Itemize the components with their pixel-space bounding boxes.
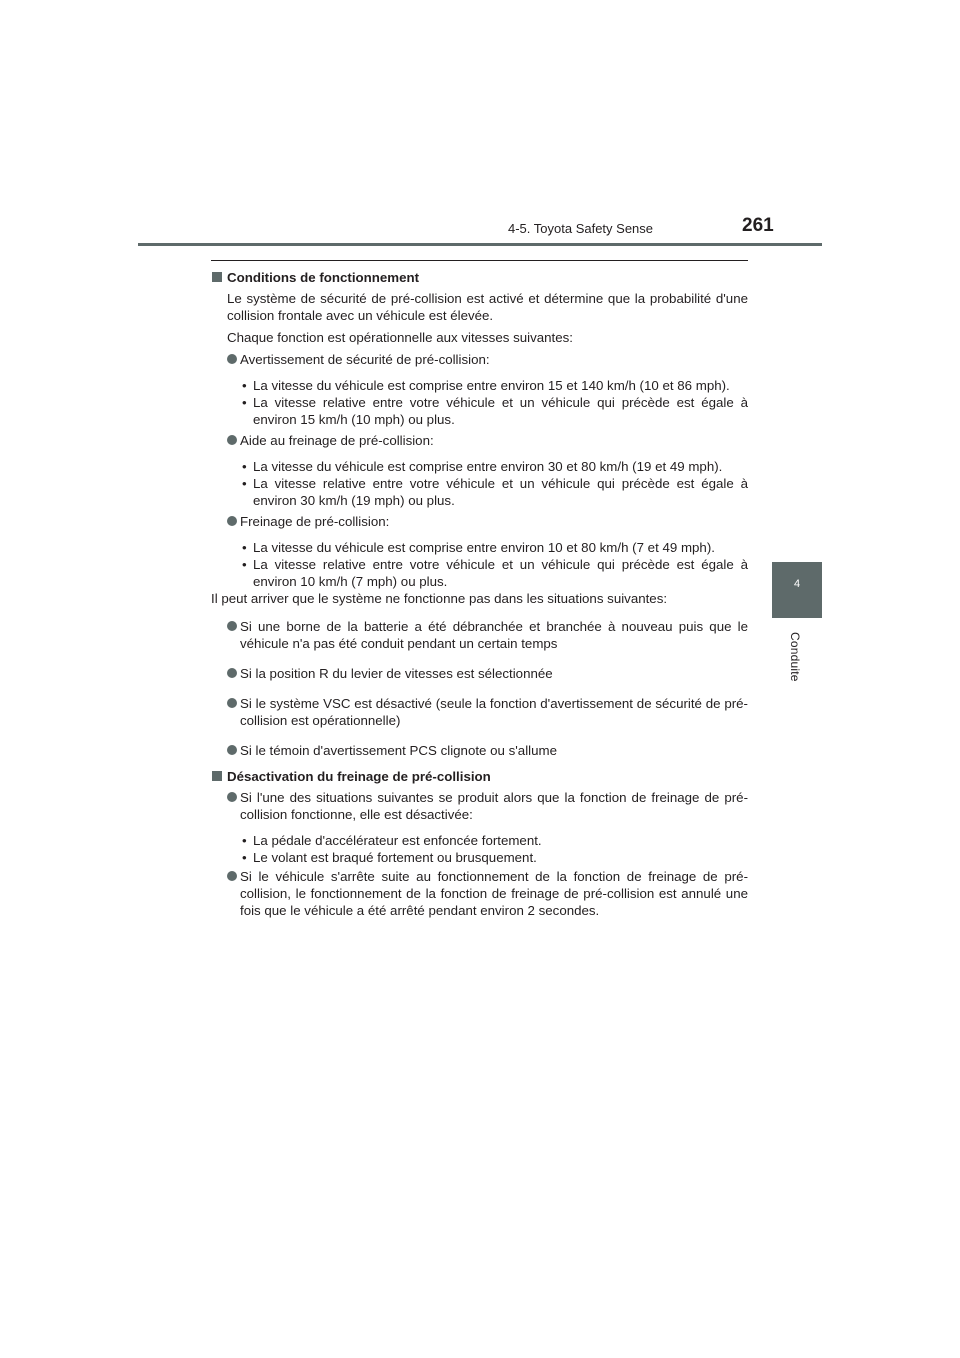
section-title: Conditions de fonctionnement bbox=[227, 270, 420, 285]
header-section-title: 4-5. Toyota Safety Sense bbox=[508, 221, 654, 236]
sub-list-item: • La vitesse relative entre votre véhicule et un véhicule qui précède est égale à environ 10 km/h (7 mph) ou plus. bbox=[242, 557, 748, 589]
sub-list-item: • La vitesse relative entre votre véhicule et un véhicule qui précède est égale à environ 15 km/h (10 mph) ou plus. bbox=[242, 395, 748, 427]
paragraph: Il peut arriver que le système ne fonctionne pas dans les situations suivantes: bbox=[211, 591, 668, 606]
chapter-number: 4 bbox=[793, 578, 801, 590]
list-item: Si le système VSC est désactivé (seule la fonction d'avertissement de sécurité de pré-collision est opérationnelle) bbox=[227, 695, 748, 729]
chapter-tab bbox=[772, 562, 822, 618]
square-bullet-icon bbox=[212, 272, 222, 282]
circle-bullet-icon bbox=[227, 621, 237, 631]
list-item: Si l'une des situations suivantes se produit alors que la fonction de freinage de pré-collision fonctionne, elle est désactivée: bbox=[227, 789, 748, 823]
sub-list-item: • La vitesse du véhicule est comprise entre environ 10 et 80 km/h (7 et 49 mph). bbox=[242, 540, 715, 555]
chapter-label: Conduite bbox=[788, 632, 802, 682]
circle-bullet-icon bbox=[227, 871, 237, 881]
list-item: Si la position R du levier de vitesses est sélectionnée bbox=[227, 665, 748, 682]
circle-bullet-icon bbox=[227, 698, 237, 708]
circle-bullet-icon bbox=[227, 668, 237, 678]
section-heading bbox=[211, 768, 748, 785]
list-item: Freinage de pré-collision: bbox=[227, 513, 748, 530]
content-top-rule bbox=[211, 260, 748, 261]
header-rule bbox=[138, 243, 822, 246]
page-content bbox=[211, 269, 748, 924]
circle-bullet-icon bbox=[227, 745, 237, 755]
sub-list-item: • Le volant est braqué fortement ou brusquement. bbox=[242, 850, 537, 865]
section-title: Désactivation du freinage de pré-collision bbox=[227, 769, 491, 784]
list-item: Si une borne de la batterie a été débranchée et branchée à nouveau puis que le véhicule n'a pas été conduit pendant un certain temps bbox=[227, 618, 748, 652]
circle-bullet-icon bbox=[227, 792, 237, 802]
sub-list-item: • La vitesse du véhicule est comprise entre environ 30 et 80 km/h (19 et 49 mph). bbox=[242, 459, 723, 474]
list-item: Aide au freinage de pré-collision: bbox=[227, 432, 748, 449]
circle-bullet-icon bbox=[227, 354, 237, 364]
circle-bullet-icon bbox=[227, 435, 237, 445]
list-item: Si le véhicule s'arrête suite au fonctionnement de la fonction de freinage de pré-collision, le fonctionnement de la fonction de freinage de pré-collision est annulé une fois que le véhicule a été arrêté pendant environ 2 secondes. bbox=[227, 868, 748, 919]
sub-list-item: • La pédale d'accélérateur est enfoncée fortement. bbox=[242, 833, 542, 848]
sub-list-item: • La vitesse relative entre votre véhicule et un véhicule qui précède est égale à environ 30 km/h (19 mph) ou plus. bbox=[242, 476, 748, 508]
circle-bullet-icon bbox=[227, 516, 237, 526]
section-heading bbox=[211, 269, 748, 286]
paragraph: Le système de sécurité de pré-collision est activé et détermine que la probabilité d'une collision frontale avec un véhicule est élevée. bbox=[227, 291, 748, 323]
square-bullet-icon bbox=[212, 771, 222, 781]
list-item: Si le témoin d'avertissement PCS clignote ou s'allume bbox=[227, 742, 748, 759]
page-number: 261 bbox=[742, 215, 774, 236]
sub-list-item: • La vitesse du véhicule est comprise entre environ 15 et 140 km/h (10 et 86 mph). bbox=[242, 378, 730, 393]
list-item: Avertissement de sécurité de pré-collision: bbox=[227, 351, 748, 368]
paragraph: Chaque fonction est opérationnelle aux vitesses suivantes: bbox=[227, 330, 573, 345]
